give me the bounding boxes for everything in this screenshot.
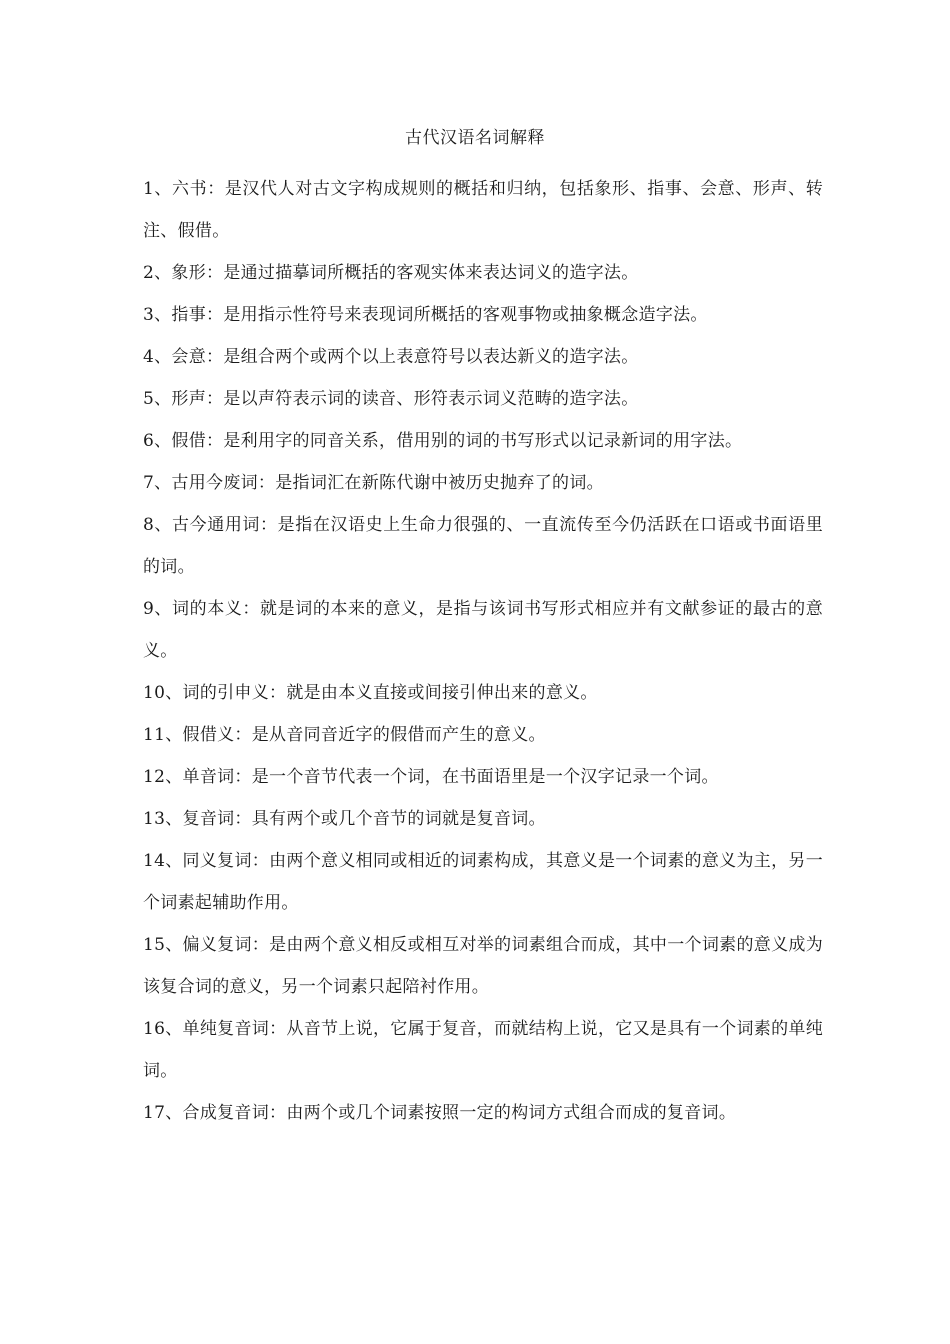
- definition-entry-10: 10、词的引申义：就是由本义直接或间接引伸出来的意义。: [143, 683, 598, 703]
- definition-entry-2: 2、象形：是通过描摹词所概括的客观实体来表达词义的造字法。: [143, 263, 639, 283]
- definition-entry-6: 6、假借：是利用字的同音关系，借用别的词的书写形式以记录新词的用字法。: [143, 431, 743, 451]
- definition-list: [143, 168, 823, 1134]
- definition-entry-14: 14、同义复词：由两个意义相同或相近的词素构成，其意义是一个词素的意义为主，另一个词素起辅助作用。: [143, 851, 823, 913]
- definition-entry-8: 8、古今通用词：是指在汉语史上生命力很强的、一直流传至今仍活跃在口语或书面语里的词。: [143, 515, 823, 577]
- definition-entry-15: 15、偏义复词：是由两个意义相反或相互对举的词素组合而成，其中一个词素的意义成为该复合词的意义，另一个词素只起陪衬作用。: [143, 935, 823, 997]
- definition-entry-7: 7、古用今废词：是指词汇在新陈代谢中被历史抛弃了的词。: [143, 473, 604, 493]
- definition-entry-16: 16、单纯复音词：从音节上说，它属于复音，而就结构上说，它又是具有一个词素的单纯词。: [143, 1019, 823, 1081]
- definition-entry-17: 17、合成复音词：由两个或几个词素按照一定的构词方式组合而成的复音词。: [143, 1103, 737, 1123]
- definition-entry-4: 4、会意：是组合两个或两个以上表意符号以表达新义的造字法。: [143, 347, 639, 367]
- definition-entry-11: 11、假借义：是从音同音近字的假借而产生的意义。: [143, 725, 546, 745]
- definition-entry-13: 13、复音词：具有两个或几个音节的词就是复音词。: [143, 809, 546, 829]
- definition-entry-5: 5、形声：是以声符表示词的读音、形符表示词义范畴的造字法。: [143, 389, 639, 409]
- definition-entry-1: 1、六书：是汉代人对古文字构成规则的概括和归纳，包括象形、指事、会意、形声、转注、假借。: [143, 179, 823, 241]
- definition-entry-9: 9、词的本义：就是词的本来的意义，是指与该词书写形式相应并有文献参证的最古的意义。: [143, 599, 823, 661]
- definition-entry-3: 3、指事：是用指示性符号来表现词所概括的客观事物或抽象概念造字法。: [143, 305, 708, 325]
- definition-entry-12: 12、单音词：是一个音节代表一个词，在书面语里是一个汉字记录一个词。: [143, 767, 719, 787]
- document-title: 古代汉语名词解释: [405, 128, 545, 148]
